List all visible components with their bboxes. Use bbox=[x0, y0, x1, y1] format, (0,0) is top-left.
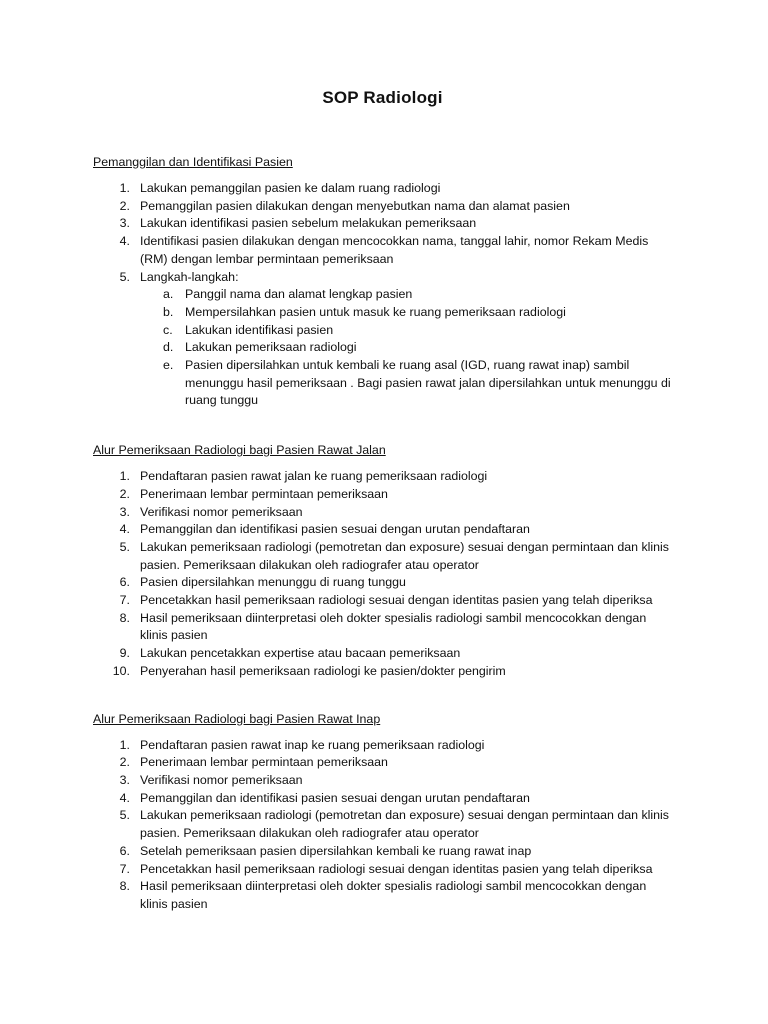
numbered-list bbox=[93, 737, 672, 914]
list-text: Pencetakkan hasil pemeriksaan radiologi sesuai dengan identitas pasien yang telah diperiksa bbox=[140, 861, 653, 876]
sublist-text: Lakukan identifikasi pasien bbox=[185, 322, 334, 337]
list-item bbox=[93, 198, 672, 216]
section-spacer bbox=[93, 410, 672, 442]
list-number: 4. bbox=[119, 790, 130, 805]
list-text: Setelah pemeriksaan pasien dipersilahkan kembali ke ruang rawat inap bbox=[140, 843, 532, 858]
list-item bbox=[93, 269, 672, 287]
sublist-text: Pasien dipersilahkan untuk kembali ke ruang asal (IGD, ruang rawat inap) sambil menunggu hasil pemeriksaan . Bagi pasien rawat jalan dipersilahkan untuk menunggu di ruang tunggu bbox=[185, 358, 671, 408]
list-item bbox=[93, 861, 672, 879]
section-identification bbox=[93, 154, 672, 410]
list-item bbox=[93, 233, 672, 268]
numbered-list bbox=[93, 468, 672, 680]
sublist-letter: a. bbox=[163, 287, 174, 302]
list-number: 9. bbox=[119, 646, 130, 661]
numbered-list bbox=[93, 180, 672, 286]
list-item bbox=[93, 878, 672, 913]
sublist-letter: b. bbox=[163, 304, 174, 319]
list-number: 5. bbox=[119, 269, 130, 284]
list-item bbox=[93, 737, 672, 755]
sublist-item bbox=[163, 339, 672, 357]
list-number: 3. bbox=[119, 772, 130, 787]
sublist-item bbox=[163, 322, 672, 340]
list-text: Pendaftaran pasien rawat jalan ke ruang pemeriksaan radiologi bbox=[140, 469, 488, 484]
list-number: 7. bbox=[119, 861, 130, 876]
list-item bbox=[93, 504, 672, 522]
list-number: 6. bbox=[119, 843, 130, 858]
list-text: Verifikasi nomor pemeriksaan bbox=[140, 772, 303, 787]
list-number: 1. bbox=[119, 737, 130, 752]
list-text: Pemanggilan pasien dilakukan dengan menyebutkan nama dan alamat pasien bbox=[140, 198, 570, 213]
list-number: 1. bbox=[119, 181, 130, 195]
list-item bbox=[93, 754, 672, 772]
list-text: Verifikasi nomor pemeriksaan bbox=[140, 504, 303, 519]
sublist-item bbox=[163, 286, 672, 304]
section-heading: Pemanggilan dan Identifikasi Pasien bbox=[93, 155, 293, 169]
list-item bbox=[93, 539, 672, 574]
list-text: Hasil pemeriksaan diinterpretasi oleh dokter spesialis radiologi sambil mencocokkan dengan klinis pasien bbox=[140, 879, 647, 911]
list-text: Pemanggilan dan identifikasi pasien sesuai dengan urutan pendaftaran bbox=[140, 790, 530, 805]
list-text: Identifikasi pasien dilakukan dengan mencocokkan nama, tanggal lahir, nomor Rekam Medis (RM) dengan lembar permintaan pemeriksaan bbox=[140, 234, 649, 266]
list-item bbox=[93, 574, 672, 592]
section-heading: Alur Pemeriksaan Radiologi bagi Pasien Rawat Inap bbox=[93, 711, 381, 726]
list-text: Lakukan pencetakkan expertise atau bacaan pemeriksaan bbox=[140, 646, 461, 661]
list-text: Pendaftaran pasien rawat inap ke ruang pemeriksaan radiologi bbox=[140, 737, 485, 752]
list-number: 8. bbox=[119, 879, 130, 894]
sublist-letter: e. bbox=[163, 358, 174, 373]
sublist-item bbox=[163, 304, 672, 322]
list-text: Lakukan pemeriksaan radiologi (pemotretan dan exposure) sesuai dengan permintaan dan klinis pasien. Pemeriksaan dilakukan oleh radiografer atau operator bbox=[140, 808, 669, 841]
list-number: 10. bbox=[112, 663, 130, 678]
list-number: 3. bbox=[119, 504, 130, 519]
list-text: Pencetakkan hasil pemeriksaan radiologi sesuai dengan identitas pasien yang telah diperiksa bbox=[140, 593, 653, 608]
list-number: 2. bbox=[119, 486, 130, 501]
list-item bbox=[93, 468, 672, 486]
section-heading: Alur Pemeriksaan Radiologi bagi Pasien Rawat Jalan bbox=[93, 443, 386, 458]
list-item bbox=[93, 645, 672, 663]
list-text: Lakukan identifikasi pasien sebelum melakukan pemeriksaan bbox=[140, 216, 477, 231]
list-number: 3. bbox=[119, 216, 130, 231]
list-number: 4. bbox=[119, 234, 130, 249]
list-number: 6. bbox=[119, 575, 130, 590]
list-text: Penyerahan hasil pemeriksaan radiologi ke pasien/dokter pengirim bbox=[140, 663, 506, 678]
list-item bbox=[93, 215, 672, 233]
sublist-letter: c. bbox=[163, 322, 173, 337]
list-number: 1. bbox=[119, 469, 130, 484]
list-text: Lakukan pemanggilan pasien ke dalam ruang radiologi bbox=[140, 181, 441, 195]
section-spacer bbox=[93, 681, 672, 711]
list-item bbox=[93, 180, 672, 198]
lettered-sublist bbox=[163, 286, 672, 410]
list-item bbox=[93, 772, 672, 790]
list-text: Pasien dipersilahkan menunggu di ruang tunggu bbox=[140, 575, 406, 590]
list-number: 8. bbox=[119, 610, 130, 625]
sublist-container bbox=[93, 286, 672, 410]
list-item bbox=[93, 486, 672, 504]
list-number: 2. bbox=[119, 755, 130, 770]
sublist-text: Panggil nama dan alamat lengkap pasien bbox=[185, 287, 413, 302]
list-text: Penerimaan lembar permintaan pemeriksaan bbox=[140, 486, 388, 501]
list-item bbox=[93, 790, 672, 808]
section-outpatient-flow bbox=[93, 442, 672, 680]
sublist-text: Lakukan pemeriksaan radiologi bbox=[185, 340, 357, 355]
list-text: Langkah-langkah: bbox=[140, 269, 239, 284]
list-number: 5. bbox=[119, 539, 130, 554]
list-number: 5. bbox=[119, 808, 130, 823]
list-number: 7. bbox=[119, 593, 130, 608]
list-number: 2. bbox=[119, 198, 130, 213]
list-item bbox=[93, 807, 672, 842]
section-inpatient-flow bbox=[93, 711, 672, 914]
sublist-text: Mempersilahkan pasien untuk masuk ke ruang pemeriksaan radiologi bbox=[185, 304, 566, 319]
list-text: Penerimaan lembar permintaan pemeriksaan bbox=[140, 755, 388, 770]
list-text: Pemanggilan dan identifikasi pasien sesuai dengan urutan pendaftaran bbox=[140, 522, 530, 537]
list-item bbox=[93, 592, 672, 610]
sublist-letter: d. bbox=[163, 340, 174, 355]
list-number: 4. bbox=[119, 522, 130, 537]
sublist-item bbox=[163, 357, 672, 410]
list-item bbox=[93, 843, 672, 861]
list-item bbox=[93, 663, 672, 681]
list-text: Hasil pemeriksaan diinterpretasi oleh dokter spesialis radiologi sambil mencocokkan dengan klinis pasien bbox=[140, 610, 647, 643]
list-item bbox=[93, 521, 672, 539]
list-item bbox=[93, 610, 672, 645]
list-text: Lakukan pemeriksaan radiologi (pemotretan dan exposure) sesuai dengan permintaan dan klinis pasien. Pemeriksaan dilakukan oleh radiografer atau operator bbox=[140, 539, 669, 572]
page-title: SOP Radiologi bbox=[322, 88, 443, 107]
